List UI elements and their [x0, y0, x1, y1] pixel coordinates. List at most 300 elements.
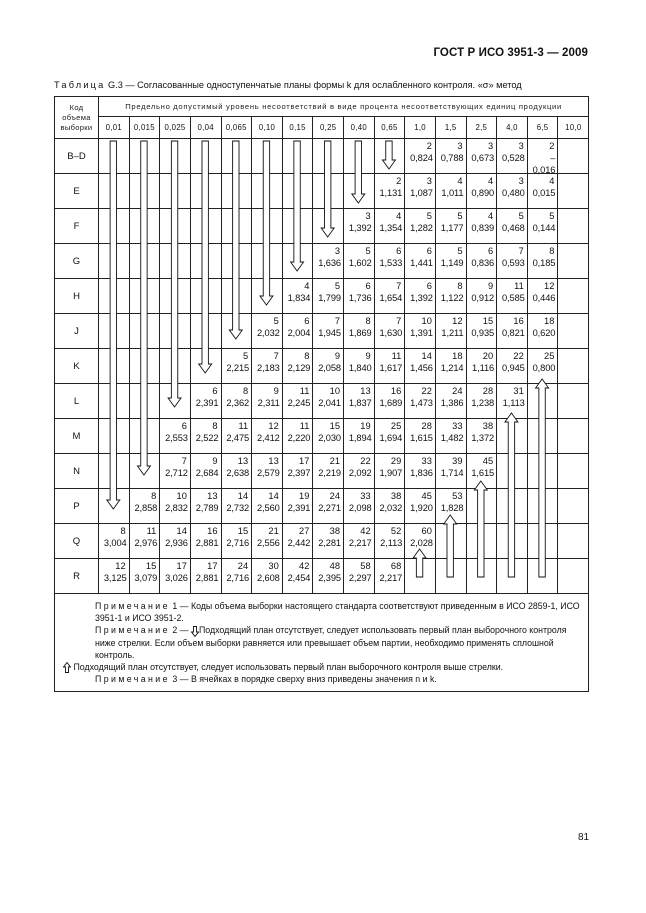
sample-size-n: 12 — [268, 421, 279, 431]
sample-size-n: 11 — [238, 421, 249, 431]
plan-cell — [435, 244, 466, 279]
plan-cell — [190, 209, 221, 244]
sample-size-n: 6 — [212, 386, 218, 396]
plan-cell — [221, 209, 252, 244]
plan-cell — [99, 419, 130, 454]
plan-values — [252, 489, 282, 523]
sample-size-n: 2 — [426, 141, 432, 151]
caption-text: G.3 — Согласованные одноступенчатые планы формы k для ослабленного контроля. «σ» метод — [105, 80, 522, 90]
plan-cell — [466, 244, 497, 279]
plan-cell — [129, 209, 160, 244]
plan-cell — [558, 454, 589, 489]
plan-cell — [374, 209, 405, 244]
plan-values — [160, 454, 190, 488]
acceptability-constant-k: 2,936 — [165, 538, 188, 548]
plan-cell — [344, 139, 375, 174]
sample-size-n: 38 — [390, 491, 402, 501]
sample-size-n: 27 — [299, 526, 310, 536]
table-caption — [54, 80, 614, 90]
acceptability-constant-k: 1,211 — [441, 328, 464, 338]
plan-cell — [374, 419, 405, 454]
plan-cell — [435, 174, 466, 209]
acceptability-constant-k: 2,412 — [256, 433, 280, 443]
plan-cell — [282, 279, 313, 314]
plan-cell — [221, 524, 252, 559]
table-row — [55, 559, 589, 594]
plan-values — [528, 139, 558, 173]
plan-cell — [558, 314, 589, 349]
plan-cell — [466, 489, 497, 524]
plan-values — [252, 419, 282, 453]
acceptability-constant-k: 3,026 — [165, 573, 188, 583]
plan-values — [497, 384, 527, 418]
acceptability-constant-k: 2,004 — [287, 328, 311, 338]
plan-cell — [527, 349, 558, 384]
plan-cell — [344, 244, 375, 279]
acceptability-constant-k: 2,362 — [226, 398, 250, 408]
plan-cell — [252, 349, 283, 384]
plan-cell — [99, 174, 130, 209]
plan-values — [160, 559, 190, 593]
acceptability-constant-k: 1,122 — [440, 293, 464, 303]
sample-size-n: 53 — [452, 491, 463, 501]
plan-cell — [466, 454, 497, 489]
acceptability-constant-k: 1,214 — [440, 363, 464, 373]
plan-cell — [313, 454, 344, 489]
acceptability-constant-k: 1,714 — [440, 468, 464, 478]
plan-values — [283, 524, 313, 558]
plan-values — [283, 314, 313, 348]
aql-header-cell: 1,0 — [405, 117, 436, 139]
plan-cell — [466, 419, 497, 454]
acceptability-constant-k: 1,482 — [440, 433, 464, 443]
sample-size-n: 19 — [360, 421, 371, 431]
sample-size-n: 4 — [487, 176, 494, 186]
sample-size-n: 17 — [176, 561, 187, 571]
plan-cell — [282, 244, 313, 279]
plan-cell — [99, 314, 130, 349]
sample-size-n: 24 — [237, 561, 249, 571]
note-label: Примечание — [95, 625, 170, 636]
plan-cell — [497, 384, 528, 419]
plan-cell — [344, 524, 375, 559]
acceptability-constant-k: 2,881 — [195, 573, 219, 583]
plan-cell — [527, 314, 558, 349]
sample-size-n: 38 — [482, 421, 494, 431]
up-arrow-icon — [63, 662, 71, 673]
acceptability-constant-k: 2,217 — [379, 573, 403, 583]
plan-cell — [405, 489, 436, 524]
aql-header-cell: 10,0 — [558, 117, 589, 139]
sample-size-n: 8 — [151, 491, 157, 501]
acceptability-constant-k: 1,011 — [441, 188, 464, 198]
plan-cell — [282, 524, 313, 559]
sample-size-code: M — [55, 419, 99, 454]
plan-cell — [313, 174, 344, 209]
plan-values — [405, 279, 435, 313]
acceptability-constant-k: 1,354 — [379, 223, 403, 233]
table-row — [55, 384, 589, 419]
plan-values — [191, 419, 221, 453]
sample-size-n: 45 — [421, 491, 432, 501]
plan-values — [375, 559, 405, 593]
plan-values — [222, 454, 252, 488]
plan-values — [467, 314, 497, 348]
sample-size-n: 20 — [482, 351, 494, 361]
plan-cell — [160, 139, 191, 174]
plan-cell — [435, 209, 466, 244]
sample-size-n: 9 — [365, 351, 371, 361]
plan-cell — [313, 139, 344, 174]
acceptability-constant-k: 2,041 — [318, 398, 341, 408]
sample-size-n: 28 — [482, 386, 494, 396]
acceptability-constant-k: 2,113 — [380, 538, 403, 548]
plan-values — [497, 174, 527, 208]
sample-size-n: 33 — [421, 456, 432, 466]
plan-cell — [252, 384, 283, 419]
acceptability-constant-k: 1,836 — [410, 468, 433, 478]
plan-values — [528, 209, 558, 243]
plan-values — [130, 559, 160, 593]
plan-cell — [344, 209, 375, 244]
plan-cell — [466, 559, 497, 594]
plan-cell — [252, 174, 283, 209]
sample-size-n: 8 — [457, 281, 463, 291]
sample-size-n: 15 — [482, 316, 494, 326]
acceptability-constant-k: 1,694 — [379, 433, 403, 443]
acceptability-constant-k: 0,935 — [471, 328, 495, 338]
plan-cell — [252, 279, 283, 314]
acceptability-constant-k: 1,894 — [348, 433, 372, 443]
plan-cell — [129, 524, 160, 559]
plan-values — [344, 559, 374, 593]
acceptability-constant-k: 2,454 — [287, 573, 311, 583]
sample-size-n: 16 — [513, 316, 524, 326]
plan-cell — [374, 349, 405, 384]
plan-cell — [558, 279, 589, 314]
sample-size-n: 48 — [329, 561, 340, 571]
sample-size-n: 22 — [421, 386, 432, 396]
plan-cell — [190, 559, 221, 594]
plan-cell — [558, 559, 589, 594]
plan-cell — [190, 244, 221, 279]
sample-size-n: 18 — [452, 351, 463, 361]
plan-cell — [160, 209, 191, 244]
sample-size-n: 39 — [452, 456, 463, 466]
sample-size-n: 6 — [426, 281, 432, 291]
acceptability-constant-k: 3,004 — [103, 538, 127, 548]
plan-cell — [374, 384, 405, 419]
plan-cell — [282, 349, 313, 384]
sample-size-n: 22 — [360, 456, 371, 466]
acceptability-constant-k: 0,839 — [471, 223, 495, 233]
sample-size-n: 6 — [426, 246, 432, 256]
plan-values — [467, 384, 497, 418]
acceptability-constant-k: 1,636 — [318, 258, 341, 268]
plan-values — [191, 524, 221, 558]
plan-cell — [221, 384, 252, 419]
sample-size-code: B–D — [55, 139, 99, 174]
acceptability-constant-k: 1,386 — [440, 398, 464, 408]
acceptability-constant-k: 2,219 — [318, 468, 341, 478]
acceptability-constant-k: 2,556 — [256, 538, 280, 548]
acceptability-constant-k: 2,732 — [226, 503, 250, 513]
aql-header-cell: 0,25 — [313, 117, 344, 139]
acceptability-constant-k: 2,183 — [256, 363, 280, 373]
sample-size-n: 21 — [329, 456, 340, 466]
sample-size-n: 5 — [273, 316, 279, 326]
plan-cell — [99, 489, 130, 524]
sample-size-n: 60 — [421, 526, 432, 536]
acceptability-constant-k: 1,131 — [379, 188, 403, 198]
plan-cell — [374, 244, 405, 279]
plan-cell — [344, 419, 375, 454]
plan-cell — [313, 244, 344, 279]
sample-size-n: 19 — [299, 491, 310, 501]
plan-values — [375, 419, 405, 453]
plan-values — [313, 454, 343, 488]
sample-size-code: G — [55, 244, 99, 279]
plan-values — [497, 314, 527, 348]
acceptability-constant-k: 2,395 — [318, 573, 341, 583]
acceptability-constant-k: 0,185 — [532, 258, 556, 268]
plan-values — [252, 349, 282, 383]
plan-cell — [252, 524, 283, 559]
plan-cell — [466, 314, 497, 349]
plan-values — [344, 489, 374, 523]
acceptability-constant-k: 2,092 — [348, 468, 372, 478]
plan-cell — [344, 559, 375, 594]
plan-cell — [221, 139, 252, 174]
plan-cell — [129, 384, 160, 419]
plan-cell — [129, 314, 160, 349]
plan-values — [467, 209, 497, 243]
plan-values — [313, 314, 343, 348]
note-3 — [63, 673, 580, 685]
sample-size-n: 11 — [299, 386, 310, 396]
plan-values — [130, 524, 160, 558]
plan-values — [283, 349, 313, 383]
plan-values — [436, 454, 466, 488]
acceptability-constant-k: 1,473 — [410, 398, 433, 408]
plan-cell — [435, 384, 466, 419]
plan-values — [99, 559, 129, 593]
plan-values — [467, 419, 497, 453]
plan-values — [497, 349, 527, 383]
acceptability-constant-k: 1,391 — [410, 328, 433, 338]
sample-size-n: 10 — [421, 316, 432, 326]
plan-values — [313, 524, 343, 558]
plan-cell — [344, 384, 375, 419]
plan-values — [405, 174, 435, 208]
acceptability-constant-k: 1,828 — [440, 503, 464, 513]
plan-cell — [129, 244, 160, 279]
sample-size-n: 4 — [304, 281, 310, 291]
acceptability-constant-k: 2,522 — [195, 433, 219, 443]
acceptability-constant-k: 2,215 — [226, 363, 250, 373]
acceptability-constant-k: 1,945 — [318, 328, 341, 338]
sample-size-n: 9 — [212, 456, 218, 466]
plan-cell — [190, 454, 221, 489]
aql-header-cell: 0,065 — [221, 117, 252, 139]
plan-values — [467, 139, 497, 173]
plan-cell — [190, 489, 221, 524]
acceptability-constant-k: 1,630 — [379, 328, 403, 338]
acceptability-constant-k: 0,593 — [501, 258, 525, 268]
plan-values — [436, 349, 466, 383]
sample-size-n: 8 — [365, 316, 371, 326]
plan-values — [405, 489, 435, 523]
acceptability-constant-k: 1,907 — [379, 468, 403, 478]
plan-cell — [435, 489, 466, 524]
plan-values — [160, 489, 190, 523]
acceptability-constant-k: –0,016 — [532, 153, 556, 175]
sample-size-n: 14 — [421, 351, 432, 361]
acceptability-constant-k: 2,789 — [195, 503, 219, 513]
plan-cell — [497, 174, 528, 209]
plan-cell — [374, 174, 405, 209]
plan-cell — [497, 454, 528, 489]
sample-size-n: 12 — [452, 316, 463, 326]
plan-values — [497, 244, 527, 278]
sample-size-n: 52 — [390, 526, 402, 536]
sample-size-code: R — [55, 559, 99, 594]
sample-size-n: 12 — [115, 561, 126, 571]
plan-cell — [558, 174, 589, 209]
sample-size-n: 15 — [145, 561, 157, 571]
acceptability-constant-k: 1,456 — [410, 363, 433, 373]
plan-cell — [313, 489, 344, 524]
plan-cell — [558, 419, 589, 454]
plan-cell — [405, 314, 436, 349]
plan-values — [436, 489, 466, 523]
plan-values — [467, 244, 497, 278]
plan-values — [283, 489, 313, 523]
plan-cell — [497, 559, 528, 594]
sample-size-n: 8 — [549, 246, 555, 256]
sample-size-n: 5 — [334, 281, 340, 291]
plan-values — [528, 349, 558, 383]
plan-cell — [282, 384, 313, 419]
sample-size-n: 15 — [329, 421, 340, 431]
plan-cell — [466, 279, 497, 314]
plan-cell — [252, 419, 283, 454]
acceptability-constant-k: 1,869 — [348, 328, 372, 338]
aql-header-cell: 2,5 — [466, 117, 497, 139]
table-row — [55, 244, 589, 279]
plan-cell — [282, 454, 313, 489]
plan-values — [467, 174, 497, 208]
plan-cell — [129, 174, 160, 209]
sample-size-n: 45 — [482, 456, 494, 466]
plan-values — [313, 559, 343, 593]
acceptability-constant-k: 0,912 — [471, 293, 495, 303]
sample-size-n: 5 — [549, 211, 555, 221]
plan-values — [405, 209, 435, 243]
acceptability-constant-k: 2,475 — [226, 433, 250, 443]
plan-cell — [527, 279, 558, 314]
plan-values — [375, 489, 405, 523]
plan-cell — [99, 139, 130, 174]
acceptability-constant-k: 2,638 — [226, 468, 250, 478]
plan-values — [436, 314, 466, 348]
plan-cell — [527, 139, 558, 174]
note-1 — [63, 600, 580, 624]
plan-cell — [558, 244, 589, 279]
sample-size-n: 3 — [487, 141, 494, 151]
sample-size-n: 10 — [329, 386, 340, 396]
acceptability-constant-k: 2,271 — [318, 503, 341, 513]
plan-values — [313, 489, 343, 523]
plan-cell — [466, 174, 497, 209]
table-row — [55, 349, 589, 384]
plan-cell — [497, 209, 528, 244]
plan-cell — [190, 349, 221, 384]
sample-size-code: Q — [55, 524, 99, 559]
col-header-sample-size-code: Код объема выборки — [55, 97, 99, 139]
plan-cell — [313, 349, 344, 384]
plan-values — [375, 314, 405, 348]
plan-cell — [405, 559, 436, 594]
plan-cell — [313, 314, 344, 349]
acceptability-constant-k: 1,087 — [410, 188, 433, 198]
plan-cell — [405, 349, 436, 384]
acceptability-constant-k: 0,480 — [501, 188, 525, 198]
acceptability-constant-k: 0,673 — [471, 153, 495, 163]
plan-values — [375, 174, 405, 208]
acceptability-constant-k: 2,297 — [348, 573, 372, 583]
sample-size-n: 8 — [120, 526, 126, 536]
acceptability-constant-k: 2,684 — [195, 468, 219, 478]
sample-size-n: 7 — [334, 316, 340, 326]
plan-values — [313, 384, 343, 418]
plan-cell — [466, 139, 497, 174]
plan-cell — [129, 419, 160, 454]
sample-size-code: P — [55, 489, 99, 524]
plan-cell — [313, 209, 344, 244]
aql-header-cell: 4,0 — [497, 117, 528, 139]
plan-values — [313, 244, 343, 278]
plan-values — [436, 174, 466, 208]
sample-size-n: 12 — [544, 281, 555, 291]
sample-size-n: 17 — [299, 456, 310, 466]
acceptability-constant-k: 2,712 — [165, 468, 188, 478]
acceptability-constant-k: 1,689 — [379, 398, 403, 408]
plan-values — [436, 209, 466, 243]
plan-cell — [129, 139, 160, 174]
plan-values — [313, 279, 343, 313]
aql-header-cell: 0,65 — [374, 117, 405, 139]
plan-values — [222, 559, 252, 593]
plan-cell — [190, 419, 221, 454]
sample-size-n: 16 — [390, 386, 402, 396]
sample-size-n: 17 — [207, 561, 218, 571]
aql-header-cell: 0,015 — [129, 117, 160, 139]
plan-cell — [374, 454, 405, 489]
acceptability-constant-k: 2,220 — [287, 433, 311, 443]
sample-size-n: 4 — [487, 211, 494, 221]
acceptability-constant-k: 3,079 — [134, 573, 158, 583]
plan-cell — [99, 279, 130, 314]
acceptability-constant-k: 2,858 — [134, 503, 158, 513]
plan-values — [283, 279, 313, 313]
sample-size-n: 14 — [176, 526, 187, 536]
acceptability-constant-k: 1,392 — [348, 223, 372, 233]
plan-cell — [435, 279, 466, 314]
plan-values — [436, 419, 466, 453]
plan-cell — [282, 174, 313, 209]
acceptability-constant-k: 0,945 — [501, 363, 525, 373]
